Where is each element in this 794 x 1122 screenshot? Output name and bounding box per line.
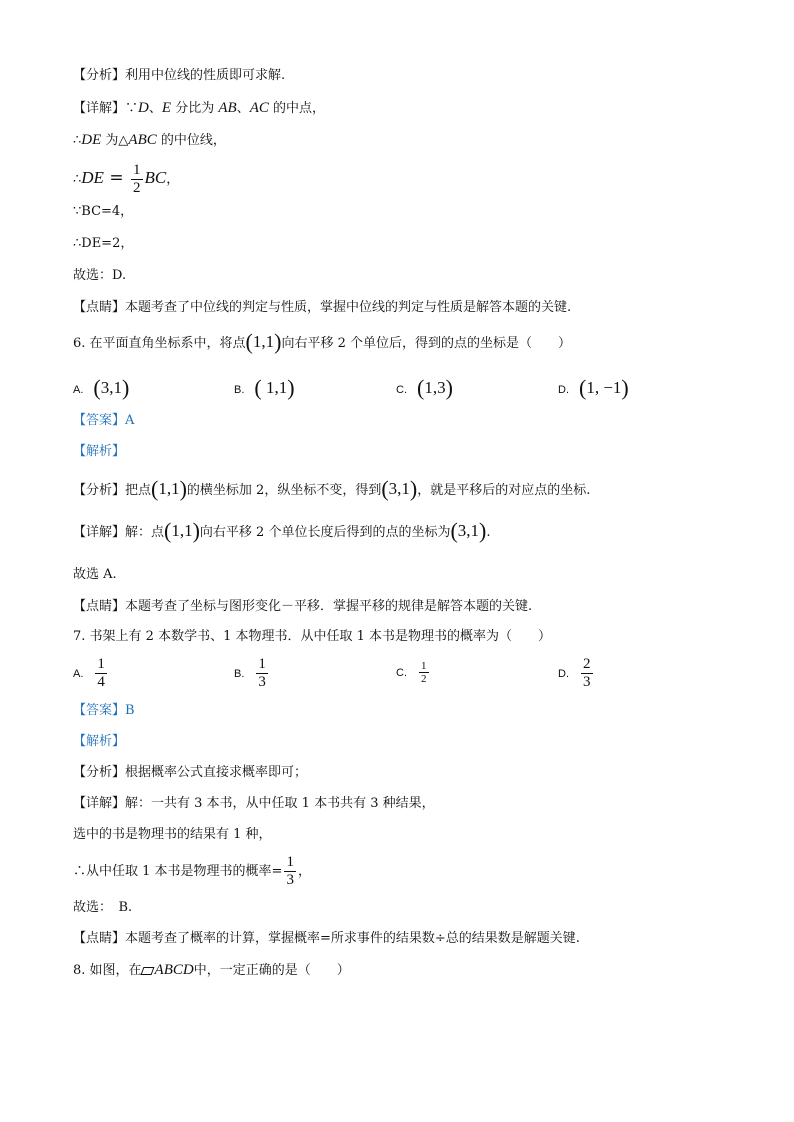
q7-option-c[interactable] (396, 660, 431, 685)
q7-comment: 【点睛】本题考查了概率的计算，掌握概率=所求事件的结果数÷总的结果数是解题关键. (73, 931, 580, 946)
q6-analysis-end: ，就是平移后的对应点的坐标. (417, 483, 591, 498)
eq-end: ， (166, 172, 180, 187)
q5-sep-2: 、 (236, 101, 250, 116)
option-value: 1,3 (424, 378, 446, 397)
q6-analysis-point2: 3,1 (388, 479, 410, 498)
q5-line1-de: DE (81, 132, 102, 148)
q6-detail-point1: 1,1 (171, 521, 193, 540)
option-num: 1 (421, 660, 427, 672)
q6-analysis: 【分析】把点(1,1)的横坐标加 2，纵坐标不变，得到(3,1)，就是平移后的对应点的坐标. (73, 476, 591, 501)
q6-detail-pre: 【详解】解：点 (73, 525, 165, 540)
q5-d: D (138, 100, 149, 116)
eq-sign: = (103, 168, 130, 188)
q7-line3-num: 1 (286, 854, 294, 870)
eq-lhs: DE (81, 168, 104, 187)
therefore-symbol: ∴ (73, 133, 82, 148)
option-label: B. (234, 384, 245, 396)
q6-jiexi: 【解析】 (73, 444, 126, 459)
q6-detail-mid: 向右平移 2 个单位长度后得到的点的坐标为 (199, 525, 451, 540)
q5-line1-mid: 为△ (105, 133, 129, 148)
q8-stem (73, 960, 350, 981)
q5-ac: AC (249, 100, 269, 116)
q6-option-b[interactable]: B. ( 1,1) (234, 375, 295, 400)
q6-choice: 故选 A. (73, 567, 117, 582)
q6-answer: 【答案】A (73, 413, 135, 428)
eq-fraction (131, 162, 143, 197)
q6-detail: 【详解】解：点(1,1)向右平移 2 个单位长度后得到的点的坐标为(3,1). (73, 518, 491, 543)
q6-detail-point2: 3,1 (457, 521, 480, 540)
eq-num: 1 (133, 162, 141, 178)
q7-option-b[interactable] (234, 656, 270, 691)
q6-analysis-mid: 的横坐标加 2，纵坐标不变，得到 (186, 483, 382, 498)
option-num: 1 (258, 656, 266, 672)
q7-line2: 选中的书是物理书的结果有 1 种， (73, 827, 272, 842)
eq-rhs: BC (144, 168, 167, 187)
q5-ab: AB (218, 100, 237, 116)
q5-sep: 、 (148, 101, 162, 116)
q6-stem-post: 向右平移 2 个单位后，得到的点的坐标是（ ） (281, 336, 571, 351)
q5-line1-abc: ABC (128, 132, 157, 148)
q6-option-a[interactable]: A. (3,1) (73, 375, 130, 400)
q7-choice: 故选： B. (73, 900, 133, 915)
q7-line3-end: ， (297, 864, 311, 879)
q6-analysis-point1: 1,1 (158, 479, 180, 498)
option-den: 4 (97, 674, 105, 690)
q5-e: E (161, 100, 172, 116)
option-value: 3,1 (100, 378, 122, 397)
q7-line3-den: 3 (286, 872, 294, 888)
q7-jiexi: 【解析】 (73, 734, 126, 749)
q7-detail: 【详解】解：一共有 3 本书，从中任取 1 本书共有 3 种结果， (73, 796, 435, 811)
option-label: B. (234, 668, 245, 680)
q5-analysis: 【分析】利用中位线的性质即可求解. (73, 68, 286, 83)
q5-comment: 【点睛】本题考查了中位线的判定与性质，掌握中位线的判定与性质是解答本题的关键. (73, 300, 572, 315)
parallelogram-icon (140, 967, 154, 975)
q5-line1 (73, 130, 226, 151)
q6-comment: 【点睛】本题考查了坐标与图形变化－平移．掌握平移的规律是解答本题的关键. (73, 599, 533, 614)
q5-equation (73, 160, 179, 198)
q7-line3-pre: ∴从中任取 1 本书是物理书的概率= (73, 864, 283, 879)
option-label: A. (73, 668, 84, 680)
q6-option-d[interactable]: D. (1, −1) (558, 375, 629, 400)
q7-option-a[interactable] (73, 656, 109, 691)
q5-detail (73, 98, 325, 119)
q7-option-d[interactable] (558, 656, 595, 691)
option-value: 1,1 (261, 378, 288, 397)
option-label: D. (558, 384, 569, 396)
q6-stem-point-value: 1,1 (252, 332, 275, 351)
option-den: 3 (258, 674, 266, 690)
q5-detail-prefix: 【详解】∵ (73, 101, 139, 116)
q5-detail-rest: 分比为 (175, 101, 215, 116)
q6-stem-pre: 6. 在平面直角坐标系中，将点 (73, 336, 246, 351)
q6-option-c[interactable]: C. (1,3) (396, 375, 453, 400)
option-num: 1 (97, 656, 105, 672)
q7-stem: 7. 书架上有 2 本数学书、1 本物理书．从中任取 1 本书是物理书的概率为（ ） (73, 629, 552, 644)
q6-stem-point: (1,1) (245, 329, 282, 354)
q5-line1-end: 的中位线， (160, 133, 226, 148)
option-label: A. (73, 384, 84, 396)
eq-den: 2 (133, 180, 141, 196)
q6-stem (73, 330, 571, 354)
option-label: C. (396, 667, 407, 679)
q5-de-line: ∴DE=2， (73, 236, 134, 251)
option-value: 1, −1 (586, 378, 622, 397)
q6-analysis-pre: 【分析】把点 (73, 483, 152, 498)
q5-choice: 故选：D. (73, 268, 127, 283)
q7-answer: 【答案】B (73, 703, 135, 718)
q5-detail-end: 的中点， (273, 101, 326, 116)
q8-stem-post: 中，一定正确的是（ ） (193, 963, 350, 978)
q8-stem-shape: ABCD (154, 962, 194, 978)
option-den: 2 (421, 673, 427, 685)
q6-detail-end: . (486, 525, 491, 540)
q7-analysis: 【分析】根据概率公式直接求概率即可； (73, 765, 308, 780)
option-num: 2 (583, 656, 591, 672)
option-label: D. (558, 668, 569, 680)
q5-bc-line: ∵BC=4， (73, 204, 134, 219)
q7-line3 (73, 852, 311, 892)
option-label: C. (396, 384, 407, 396)
q8-stem-pre: 8. 如图，在 (73, 963, 142, 978)
therefore-symbol-2: ∴ (73, 172, 82, 187)
option-den: 3 (583, 674, 591, 690)
